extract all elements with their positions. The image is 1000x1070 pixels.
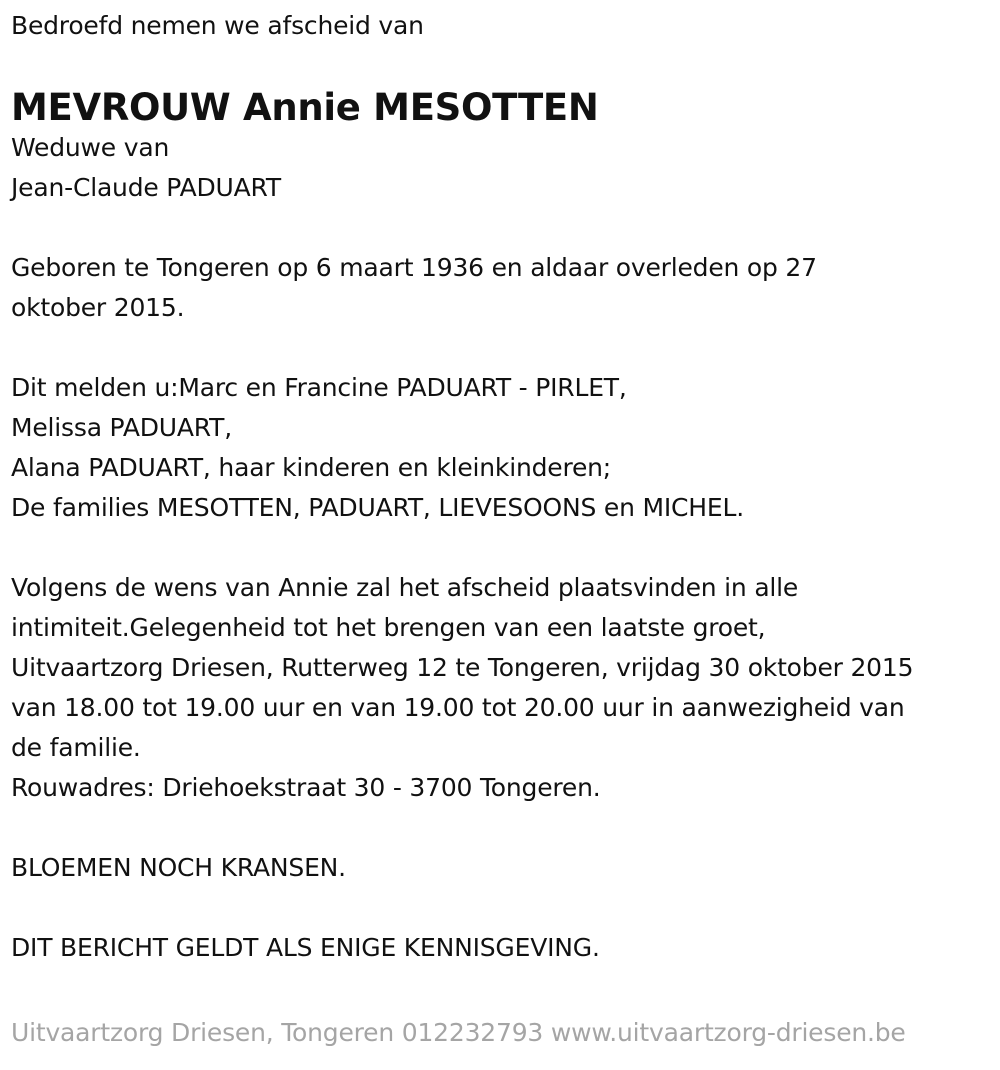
announced-by-line: Dit melden u:Marc en Francine PADUART - PIRLET, [11, 373, 627, 402]
ceremony-line: Uitvaartzorg Driesen, Rutterweg 12 te Tongeren, vrijdag 30 oktober 2015 [11, 653, 914, 682]
spacer [11, 208, 991, 248]
spacer [11, 888, 991, 928]
announced-by-line: Melissa PADUART, [11, 413, 232, 442]
mourning-address: Rouwadres: Driehoekstraat 30 - 3700 Tongeren. [11, 773, 601, 802]
birth-death-paragraph [11, 248, 991, 328]
spacer [11, 808, 991, 848]
widow-label: Weduwe van [11, 133, 170, 162]
announced-by-paragraph [11, 368, 991, 528]
announced-by-line: Alana PADUART, haar kinderen en kleinkinderen; [11, 453, 612, 482]
funeral-home-footer: Uitvaartzorg Driesen, Tongeren 012232793 www.uitvaartzorg-driesen.be [11, 1018, 906, 1047]
ceremony-line: intimiteit.Gelegenheid tot het brengen van een laatste groet, [11, 613, 766, 642]
sole-notice: DIT BERICHT GELDT ALS ENIGE KENNISGEVING. [11, 933, 600, 962]
spacer [11, 528, 991, 568]
flowers-notice: BLOEMEN NOCH KRANSEN. [11, 853, 346, 882]
birth-death-line: Geboren te Tongeren op 6 maart 1936 en aldaar overleden op 27 [11, 253, 817, 282]
obituary-notice [11, 0, 991, 968]
ceremony-line: van 18.00 tot 19.00 uur en van 19.00 tot 20.00 uur in aanwezigheid van [11, 693, 905, 722]
birth-death-line: oktober 2015. [11, 293, 185, 322]
spacer [11, 328, 991, 368]
spouse-name: Jean-Claude PADUART [11, 173, 281, 202]
ceremony-line: Volgens de wens van Annie zal het afscheid plaatsvinden in alle [11, 573, 799, 602]
announced-by-line: De families MESOTTEN, PADUART, LIEVESOONS en MICHEL. [11, 493, 744, 522]
intro-text: Bedroefd nemen we afscheid van [11, 11, 424, 40]
ceremony-line: de familie. [11, 733, 141, 762]
deceased-name: MEVROUW Annie MESOTTEN [11, 86, 599, 129]
ceremony-paragraph [11, 568, 991, 808]
